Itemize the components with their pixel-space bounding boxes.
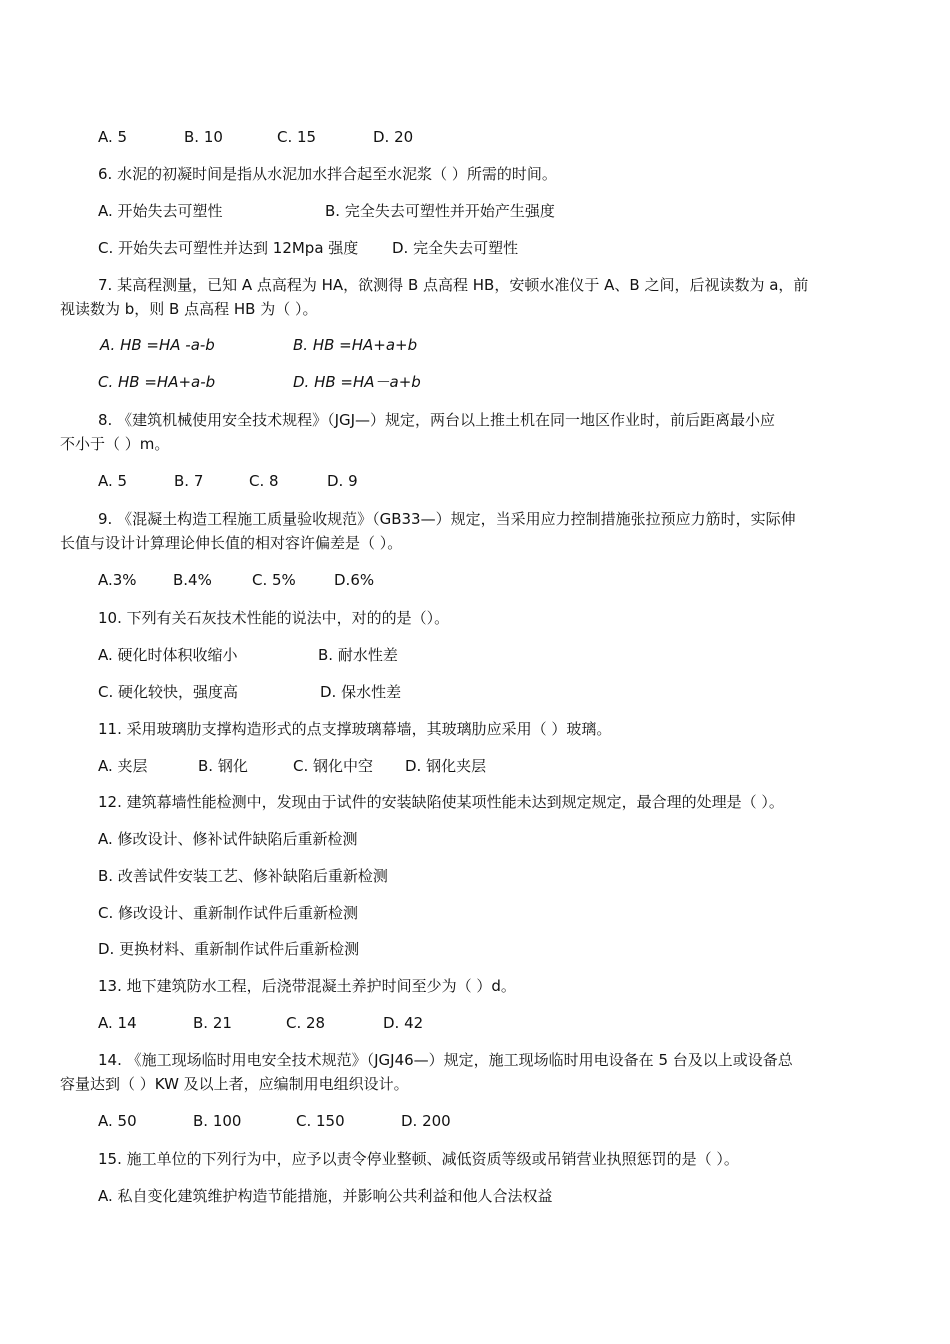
- question-8-option-a: A. 5: [98, 472, 128, 490]
- question-7-stem-line-2: 视读数为 b，则 B 点高程 HB 为（ ）。: [60, 300, 318, 318]
- question-6-option-a: A. 开始失去可塑性: [98, 202, 223, 220]
- question-9-option-c: C. 5%: [252, 571, 296, 589]
- question-8-option-c: C. 8: [249, 472, 279, 490]
- question-11-option-d: D. 钢化夹层: [405, 757, 487, 775]
- question-11-stem: 11. 采用玻璃肋支撑构造形式的点支撑玻璃幕墙，其玻璃肋应采用（ ）玻璃。: [98, 720, 612, 738]
- question-8-stem-line-1: 8. 《建筑机械使用安全技术规程》（JGJ—）规定，两台以上推土机在同一地区作业时，前后距离最小应: [98, 411, 776, 429]
- question-13-option-c: C. 28: [286, 1014, 326, 1032]
- question-14-stem-line-1: 14. 《施工现场临时用电安全技术规范》（JGJ46—）规定，施工现场临时用电设备在 5 台及以上或设备总: [98, 1051, 793, 1069]
- question-11-option-c: C. 钢化中空: [293, 757, 374, 775]
- question-8-option-b: B. 7: [174, 472, 204, 490]
- question-14-stem-line-2: 容量达到（ ）KW 及以上者，应编制用电组织设计。: [60, 1075, 409, 1093]
- question-7-option-c: C. HB =HA+a-b: [98, 373, 216, 391]
- question-15-option-a: A. 私自变化建筑维护构造节能措施，并影响公共利益和他人合法权益: [98, 1187, 553, 1205]
- question-10-option-c: C. 硬化较快，强度高: [98, 683, 239, 701]
- question-7-stem-line-1: 7. 某高程测量，已知 A 点高程为 HA，欲测得 B 点高程 HB，安顿水准仪于 A、B 之间，后视读数为 a，前: [98, 276, 809, 294]
- question-7-option-b: B. HB =HA+a+b: [293, 336, 418, 354]
- question-6-option-d: D. 完全失去可塑性: [392, 239, 519, 257]
- question-10-option-b: B. 耐水性差: [318, 646, 398, 664]
- question-8-stem-line-2: 不小于（ ）m。: [60, 435, 170, 453]
- question-7-option-d: D. HB =HA－a+b: [293, 373, 421, 391]
- question-14-option-a: A. 50: [98, 1112, 137, 1130]
- question-9-option-a: A.3%: [98, 571, 137, 589]
- question-13-option-a: A. 14: [98, 1014, 137, 1032]
- question-7-option-a: A. HB =HA -a-b: [100, 336, 215, 354]
- question-11-option-b: B. 钢化: [198, 757, 248, 775]
- question-12-option-d: D. 更换材料、重新制作试件后重新检测: [98, 940, 360, 958]
- question-13-stem: 13. 地下建筑防水工程，后浇带混凝土养护时间至少为（ ）d。: [98, 977, 516, 995]
- option-d: D. 20: [373, 128, 414, 146]
- question-10-option-d: D. 保水性差: [320, 683, 402, 701]
- question-9-stem-line-2: 长值与设计计算理论伸长值的相对容许偏差是（ ）。: [60, 534, 403, 552]
- question-9-option-d: D.6%: [334, 571, 375, 589]
- question-8-option-d: D. 9: [327, 472, 358, 490]
- question-10-stem: 10. 下列有关石灰技术性能的说法中，对的的是（）。: [98, 609, 450, 627]
- question-12-option-c: C. 修改设计、重新制作试件后重新检测: [98, 904, 359, 922]
- question-6-stem: 6. 水泥的初凝时间是指从水泥加水拌合起至水泥浆（ ）所需的时间。: [98, 165, 557, 183]
- question-11-option-a: A. 夹层: [98, 757, 148, 775]
- question-6-option-b: B. 完全失去可塑性并开始产生强度: [325, 202, 555, 220]
- question-10-option-a: A. 硬化时体积收缩小: [98, 646, 238, 664]
- question-14-option-c: C. 150: [296, 1112, 345, 1130]
- question-12-stem: 12. 建筑幕墙性能检测中，发现由于试件的安装缺陷使某项性能未达到规定规定，最合理的处理是（ ）。: [98, 793, 784, 811]
- question-13-option-b: B. 21: [193, 1014, 232, 1032]
- question-12-option-b: B. 改善试件安装工艺、修补缺陷后重新检测: [98, 867, 388, 885]
- option-a: A. 5: [98, 128, 128, 146]
- question-14-option-b: B. 100: [193, 1112, 242, 1130]
- question-12-option-a: A. 修改设计、修补试件缺陷后重新检测: [98, 830, 358, 848]
- option-b: B. 10: [184, 128, 223, 146]
- question-15-stem: 15. 施工单位的下列行为中，应予以责令停业整顿、减低资质等级或吊销营业执照惩罚的是（ ）。: [98, 1150, 739, 1168]
- question-9-option-b: B.4%: [173, 571, 212, 589]
- option-c: C. 15: [277, 128, 317, 146]
- question-9-stem-line-1: 9. 《混凝土构造工程施工质量验收规范》（GB33—）规定，当采用应力控制措施张拉预应力筋时，实际伸: [98, 510, 796, 528]
- question-13-option-d: D. 42: [383, 1014, 424, 1032]
- question-6-option-c: C. 开始失去可塑性并达到 12Mpa 强度: [98, 239, 359, 257]
- question-14-option-d: D. 200: [401, 1112, 451, 1130]
